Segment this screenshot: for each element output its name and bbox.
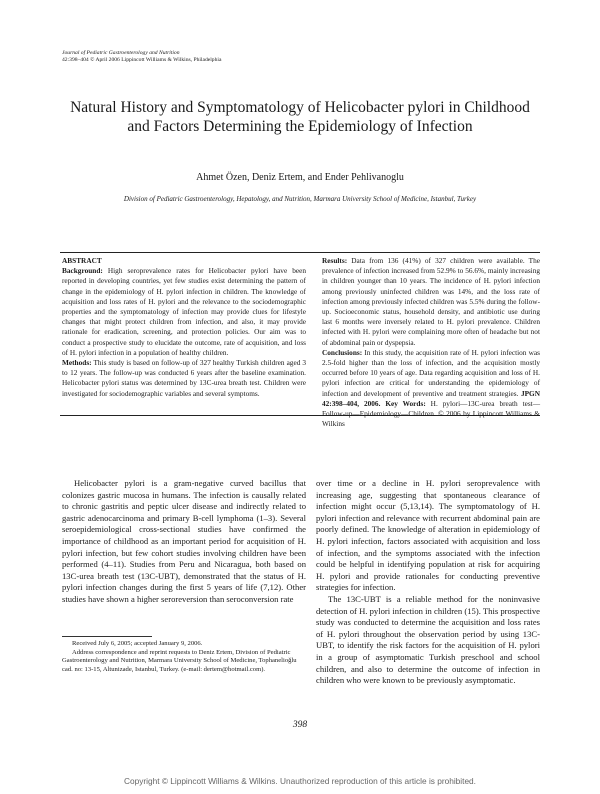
footnote-rule (62, 636, 152, 637)
page-number: 398 (292, 720, 308, 730)
conclusions-label: Conclusions: (322, 347, 363, 357)
background-label: Background: (62, 266, 103, 276)
abstract-heading: ABSTRACT (62, 256, 102, 265)
copyright-notice: Copyright © Lippincott Williams & Wilkins. Unauthorized reproduction of this article is prohibited. (124, 776, 476, 786)
abstract-results (322, 256, 540, 348)
article-title: Natural History and Symptomatology of Helicobacter pylori in Childhood and Factors Determining the Epidemiology of Infection (70, 99, 530, 135)
background-text: High seroprevalence rates for Helicobacter pylori have been reported in developing countries, yet few studies exist determining the pattern of change in the epidemiology of H. pylori infection in children. The knowledge of acquisition and loss rates of H. pylori and the relevance to the sociodemographic properties and the symptomatology of infection may provide clues for lifestyle changes that might protect children from infection, and also, it may provide rationale for eradication, screening, and protection policies. Our aim was to conduct a prospective study to elucidate the outcome, rate of acquisition, and loss of H. pylori infection in a population of healthy children. (62, 266, 307, 357)
body-paragraph: Helicobacter pylori is a gram-negative curved bacillus that colonizes gastric mucosa in humans. The infection is causally related to chronic gastritis and peptic ulcer disease and indirectly related to gastric adenocarcinoma and primary B-cell lymphoma (1–3). Several seroepidemiological cross-sectional studies have confirmed the importance of childhood as an important period for acquisition of H. pylori infection, but few cohort studies involving children have been performed (4–11). Studies from Peru and Nicaragua, both based on 13C-urea breath test (13C-UBT), demonstrated that the status of H. pylori infection changes during the first 5 years of life (7,12). Other studies have shown a higher seroreversion than seroconversion rate (62, 478, 306, 604)
body-right-column (316, 478, 540, 687)
abstract-background (62, 266, 306, 358)
abstract-top-rule (60, 252, 540, 253)
results-label: Results: (322, 256, 348, 265)
correspondence-address: Address correspondence and reprint requests to Deniz Ertem, Division of Pediatric Gastroenterology and Nutrition, Marmara University School of Medicine, Tophanelioğlu cad. no: 13-15, Altunizade, Istanbul, Turkey. (e-mail: dertem@hotmail.com). (62, 648, 297, 673)
abstract-right-column (322, 256, 540, 429)
methods-text: This study is based on follow-up of 327 healthy Turkish children aged 3 to 12 years. The follow-up was conducted 6 years after the baseline examination. Helicobacter pylori status was determined by 13C-urea breath test. Children were investigated for sociodemographic variables and several symptoms. (62, 358, 306, 398)
body-paragraph: over time or a decline in H. pylori seroprevalence with increasing age, suggesting that spontaneous clearance of infection might occur (5,13,14). The symptomatology of H. pylori infection and relevance with recurrent abdominal pain are poorly defined. The knowledge of alteration in epidemiology of H. pylori infection, factors associated with acquisition and loss of infection, and the symptoms associated with the infection could be helpful in identifying population at risk for acquiring H. pylori and provide rationales for conducting preventive strategies for infection. (316, 478, 540, 593)
journal-name: Journal of Pediatric Gastroenterology and Nutrition (62, 50, 180, 56)
keywords-label: Key Words: (385, 398, 426, 408)
footnote (62, 640, 306, 674)
abstract-conclusions (322, 348, 540, 430)
abstract-left-column (62, 256, 306, 399)
keywords-text: H. pylori—13C-urea breath test—Follow-up—Epidemiology—Children. © 2006 by Lippincott Williams & Wilkins (322, 398, 540, 429)
abstract-methods (62, 358, 306, 399)
methods-label: Methods: (62, 358, 92, 368)
results-text: Data from 136 (41%) of 327 children were available. The prevalence of infection increased from 52.9% to 56.6%, mainly increasing in children younger than 10 years. The incidence of H. pylori infection among previously uninfected children was 14%, and the loss rate of infection among previously infected children was 5.5% during the follow-up. Socioeconomic status, household density, and antibiotic use during last 6 months were inversely related to H. pylori prevalence. Children infected with H. pylori were complaining more often of headache but not of abdominal pain or dyspepsia. (322, 256, 540, 347)
body-left-column (62, 478, 306, 606)
body-paragraph: The 13C-UBT is a reliable method for the noninvasive detection of H. pylori infection in children (15). This prospective study was conducted to determine the acquisition and loss rates of H. pylori throughout the observation period by using 13C-UBT, to identify the risk factors for the acquisition of H. pylori in a group of asymptomatic Turkish preschool and school children, and also to determine the outcome of infection in children who were known to be previously asymptomatic. (316, 593, 540, 686)
affiliation: Division of Pediatric Gastroenterology, Hepatology, and Nutrition, Marmara University School of Medicine, Istanbul, Turkey (123, 195, 477, 203)
authors: Ahmet Özen, Deniz Ertem, and Ender Pehlivanoglu (196, 172, 404, 183)
received-date: Received July 6, 2005; accepted January 9, 2006. (72, 640, 203, 647)
journal-header (62, 50, 221, 64)
journal-citation: 42:398–404 © April 2006 Lippincott Williams & Wilkins, Philadelphia (62, 57, 222, 63)
conclusions-text: In this study, the acquisition rate of H. pylori infection was 2.5-fold higher than the loss of infection, and the acquisition mostly occurred before 10 years of age. Data regarding acquisition and loss of H. pylori infection are critical for understanding the epidemiology of infection and development of preventive and treatment strategies. (322, 347, 541, 398)
citation: JPGN 42:398–404, 2006. (322, 388, 540, 408)
